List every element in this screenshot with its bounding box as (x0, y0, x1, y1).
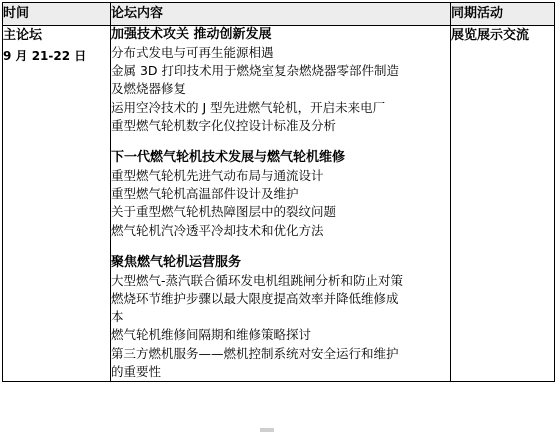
topic-section (111, 149, 450, 240)
header-row (3, 3, 555, 26)
schedule-table (2, 2, 555, 382)
content-cell (111, 26, 451, 382)
activity-cell (451, 26, 555, 382)
session-name: 主论坛 (3, 28, 43, 43)
topic-line: 重型燃气轮机先进气动布局与通流设计 (111, 168, 324, 184)
topic-line: 重型燃气轮机高温部件设计及维护 (111, 186, 299, 202)
session-date: 9 月 21-22 日 (3, 49, 87, 63)
topic-line: 分布式发电与可再生能源相遇 (111, 45, 274, 60)
header-time: 时间 (3, 3, 111, 26)
header-activity: 同期活动 (451, 3, 555, 26)
topic-line: 运用空冷技术的 J 型先进燃气轮机，开启未来电厂 (111, 99, 386, 115)
section-title: 加强技术攻关 推动创新发展 (111, 27, 272, 42)
session-row (3, 26, 555, 382)
section-title: 聚焦燃气轮机运营服务 (111, 254, 242, 270)
topic-line: 燃气轮机维修间隔期和维修策略探讨 (111, 327, 312, 343)
topic-line: 第三方燃机服务——燃机控制系统对安全运行和维护 (111, 345, 399, 361)
time-cell (3, 26, 111, 382)
header-content: 论坛内容 (111, 3, 451, 26)
topic-line: 重型燃气轮机数字化仪控设计标准及分析 (111, 117, 337, 133)
section-title: 下一代燃气轮机技术发展与燃气轮机维修 (111, 150, 346, 166)
topic-line: 燃气轮机汽冷透平冷却技术和优化方法 (111, 222, 324, 238)
topic-line: 燃烧环节维护步骤以最大限度提高效率并降低维修成 (111, 291, 399, 307)
topic-line: 金属 3D 打印技术用于燃烧室复杂燃烧器零部件制造 (111, 63, 400, 79)
topic-section (111, 26, 450, 135)
topic-section (111, 254, 450, 381)
topic-line: 的重要性 (111, 363, 162, 379)
page-divider (260, 428, 274, 432)
activity-label: 展览展示交流 (451, 28, 530, 43)
topic-line: 关于重型燃气轮机热障图层中的裂纹问题 (111, 204, 337, 220)
topic-line: 大型燃气-蒸汽联合循环发电机组跳闸分析和防止对策 (111, 272, 404, 288)
topic-line: 本 (111, 309, 124, 325)
topic-line: 及燃烧器修复 (111, 81, 187, 97)
